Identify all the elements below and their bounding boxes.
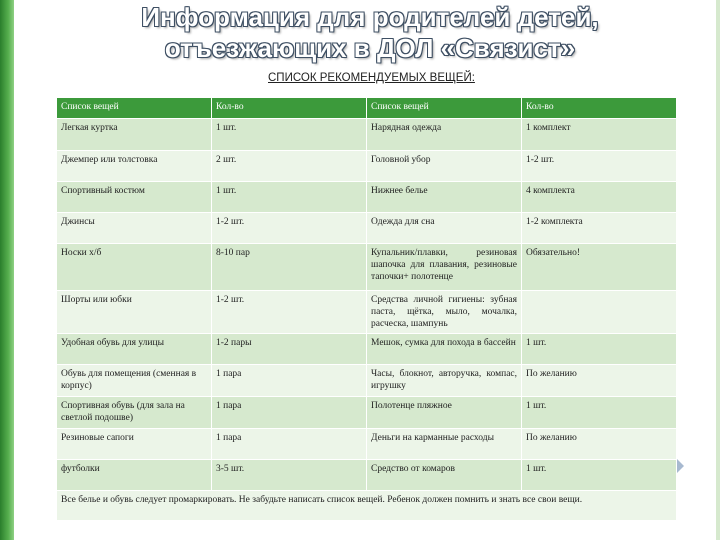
table-cell (522, 291, 677, 334)
table-header-row (57, 98, 677, 119)
table-cell: 3-5 шт. (212, 460, 367, 491)
table-cell: Джемпер или толстовка (57, 151, 212, 182)
table-cell: 1 пара (212, 429, 367, 460)
table-row (57, 291, 677, 334)
table-cell: Одежда для сна (367, 213, 522, 244)
table-row (57, 334, 677, 365)
table-row (57, 429, 677, 460)
table-cell: Нарядная одежда (367, 119, 522, 151)
table-cell: Мешок, сумка для похода в бассейн (367, 334, 522, 365)
table-cell: Спортивный костюм (57, 182, 212, 213)
table-footer-row (57, 491, 677, 521)
table-cell: Шорты или юбки (57, 291, 212, 334)
table-row (57, 397, 677, 429)
table-cell: футболки (57, 460, 212, 491)
column-header: Кол-во (522, 98, 677, 119)
table-cell: Резиновые сапоги (57, 429, 212, 460)
table-cell: 1-2 шт. (522, 151, 677, 182)
table-cell: Средства личной гигиены: зубная паста, щётка, мыло, мочалка, расческа, шампунь (367, 291, 522, 334)
table-cell: Средство от комаров (367, 460, 522, 491)
table-cell: По желанию (522, 429, 677, 460)
table-cell: Обувь для помещения (сменная в корпус) (57, 365, 212, 397)
table-cell: Удобная обувь для улицы (57, 334, 212, 365)
table-cell: 1-2 шт. (212, 291, 367, 334)
table-row (57, 244, 677, 291)
column-header: Список вещей (57, 98, 212, 119)
table-cell: 1 шт. (212, 182, 367, 213)
list-subtitle: СПИСОК РЕКОМЕНДУЕМЫХ ВЕЩЕЙ: (268, 72, 475, 84)
column-header: Список вещей (367, 98, 522, 119)
table-cell: 1 пара (212, 365, 367, 397)
table-cell: Часы, блокнот, авторучка, компас, игрушку (367, 365, 522, 397)
table-cell: Нижнее белье (367, 182, 522, 213)
left-decorative-bar (0, 0, 14, 540)
table-cell: Полотенце пляжное (367, 397, 522, 429)
table-cell: Купальник/плавки, резиновая шапочка для плавания, резиновые тапочки+ полотенце (367, 244, 522, 291)
table-cell: Деньги на карманные расходы (367, 429, 522, 460)
right-decorative-bar (716, 0, 720, 540)
table-cell: 1-2 пары (212, 334, 367, 365)
table-row (57, 182, 677, 213)
title-line-2: отъезжающих в ДОЛ «Связист» (164, 33, 576, 63)
table-cell: По желанию (522, 365, 677, 397)
table-cell: Джинсы (57, 213, 212, 244)
table-row (57, 119, 677, 151)
footer-note: Все белье и обувь следует промаркировать. Не забудьте написать список вещей. Ребенок должен помнить и знать все свои вещи. (57, 491, 677, 521)
table-cell: 1 пара (212, 397, 367, 429)
table-cell: Спортивная обувь (для зала на светлой подошве) (57, 397, 212, 429)
table-row (57, 151, 677, 182)
table-cell: 8-10 пар (212, 244, 367, 291)
column-header: Кол-во (212, 98, 367, 119)
table-row (57, 460, 677, 491)
table-cell: Легкая куртка (57, 119, 212, 151)
table-cell: Носки х/б (57, 244, 212, 291)
table-cell: 1 шт. (522, 397, 677, 429)
table-cell: 1 шт. (522, 460, 677, 491)
table-row (57, 365, 677, 397)
table-cell: 2 шт. (212, 151, 367, 182)
items-table (56, 97, 677, 521)
table-cell: 1-2 шт. (212, 213, 367, 244)
table-cell: 1 шт. (212, 119, 367, 151)
table-cell: 1-2 комплекта (522, 213, 677, 244)
title-line-1: Информация для родителей детей, (141, 2, 599, 32)
table-cell: 4 комплекта (522, 182, 677, 213)
table-cell: Головной убор (367, 151, 522, 182)
table-cell: 1 шт. (522, 334, 677, 365)
page-title (40, 2, 700, 64)
table-cell: 1 комплект (522, 119, 677, 151)
table-row (57, 213, 677, 244)
table-cell: Обязательно! (522, 244, 677, 291)
